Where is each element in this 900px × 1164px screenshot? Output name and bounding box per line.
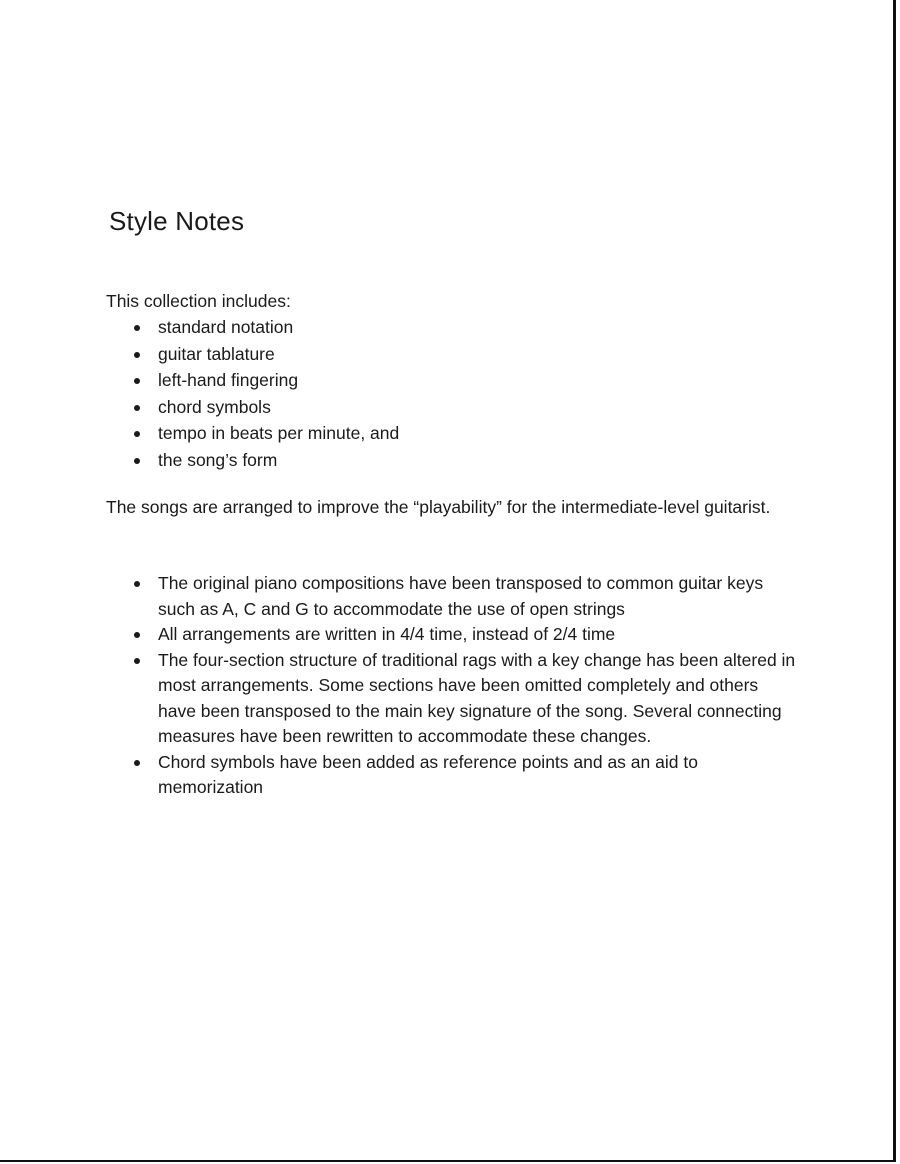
intro-text: This collection includes:: [106, 291, 291, 311]
list-item: tempo in beats per minute, and: [106, 420, 399, 447]
list-item: The original piano compositions have been transposed to common guitar keys such as A, C and G to accommodate the use of open strings: [106, 571, 796, 622]
changes-list: [106, 571, 796, 801]
page-title: Style Notes: [109, 206, 245, 236]
list-item: standard notation: [106, 314, 399, 341]
list-item: the song’s form: [106, 447, 399, 474]
list-item: chord symbols: [106, 394, 399, 421]
playability-paragraph: The songs are arranged to improve the “playability” for the intermediate-level guitarist.: [106, 497, 771, 517]
list-item: guitar tablature: [106, 341, 399, 368]
list-item: left-hand fingering: [106, 367, 399, 394]
includes-list: [106, 314, 399, 473]
list-item: All arrangements are written in 4/4 time, instead of 2/4 time: [106, 622, 796, 648]
list-item: The four-section structure of traditional rags with a key change has been altered in most arrangements. Some sections have been omitted completely and others have been transposed to the main key signature of the song. Several connecting measures have been rewritten to accommodate these changes.: [106, 648, 796, 750]
list-item: Chord symbols have been added as reference points and as an aid to memorization: [106, 750, 796, 801]
